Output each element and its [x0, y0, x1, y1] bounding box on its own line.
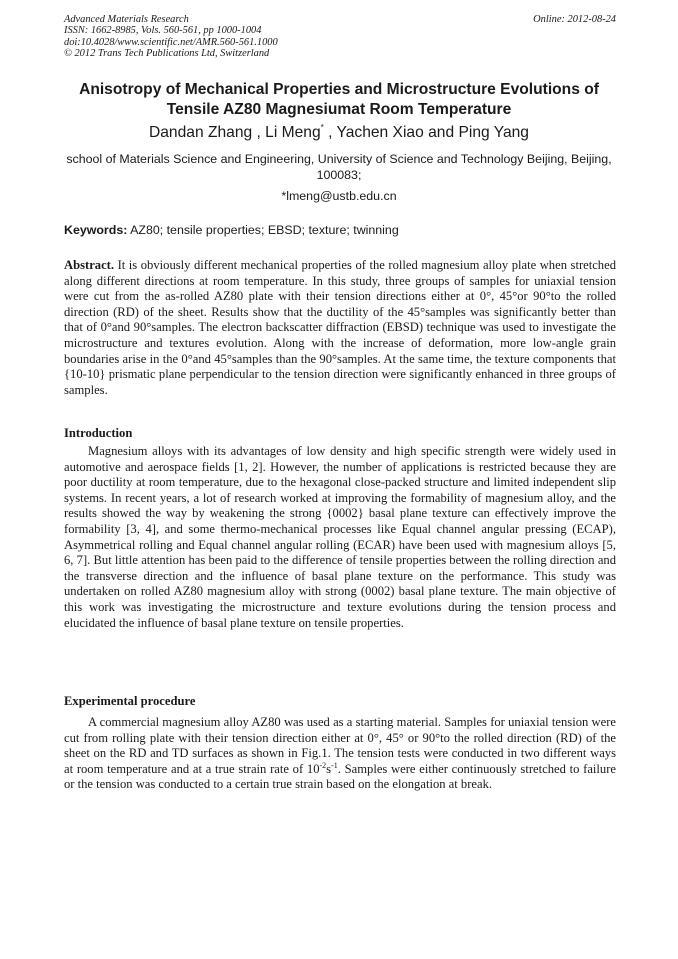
- experimental-text-2: s: [326, 761, 332, 776]
- corresponding-email: *lmeng@ustb.edu.cn: [281, 189, 397, 203]
- affiliation-line-1: school of Materials Science and Engineering, University of Science and Technology Beijing, Beijing,: [66, 152, 612, 166]
- title-line-2: Tensile AZ80 Magnesiumat Room Temperature: [166, 100, 512, 118]
- keywords-label: Keywords:: [64, 223, 128, 237]
- affiliation: [60, 151, 618, 183]
- introduction-heading: Introduction: [64, 426, 133, 440]
- affiliation-line-2: 100083;: [316, 168, 362, 182]
- abstract-label: Abstract.: [64, 258, 115, 272]
- online-date: Online: 2012-08-24: [533, 14, 616, 25]
- introduction-text: Magnesium alloys with its advantages of low density and high specific strength were widely used in automotive and aerospace fields [1, 2]. However, the number of applications is restricted because they are poor ductility at room temperature, due to the hexagonal close-packed structure and limited independent slip systems. In recent years, a lot of research worked at improving the formability of magnesium alloy, and the results showed the way by weakening the strong {0002} basal plane texture can effectively improve the formability [3, 4], and some thermo-mechanical processes like Equal channel angular pressing (ECAP), Asymmetrical rolling and Equal channel angular rolling (ECAR) have been used with magnesium alloys [5, 6, 7]. But little attention has been paid to the difference of tensile properties between the rolling direction and the transverse direction and the influence of basal plane texture on the performance. This study was undertaken on rolled AZ80 magnesium alloy with strong (0002) basal plane texture. The main objective of this work was investigating the microstructure and texture evolutions during the tension process and elucidated the influence of basal plane texture on tensile properties.: [64, 444, 616, 630]
- keywords: [64, 222, 616, 238]
- journal-doi: doi:10.4028/www.scientific.net/AMR.560-561.1000: [64, 36, 278, 48]
- keywords-text: AZ80; tensile properties; EBSD; texture; twinning: [127, 223, 399, 237]
- experimental-heading: Experimental procedure: [64, 694, 196, 708]
- experimental-text-1: A commercial magnesium alloy AZ80 was used as a starting material. Samples for uniaxial tension were cut from rolling plate with their tension direction either at 0°, 45° or 90°to the rolled direction (RD) of the sheet on the RD and TD surfaces as shown in Fig.1. The tension tests were conducted in two different ways at room temperature and at a true strain rate of 10: [64, 715, 616, 776]
- title-line-1: Anisotropy of Mechanical Properties and Microstructure Evolutions of: [79, 81, 599, 98]
- journal-issn: ISSN: 1662-8985, Vols. 560-561, pp 1000-1004: [64, 25, 262, 37]
- authors-part-2: , Yachen Xiao and Ping Yang: [323, 124, 529, 141]
- strain-rate-exponent-2: -1: [331, 760, 338, 770]
- abstract-text: It is obviously different mechanical properties of the rolled magnesium alloy plate when stretched along different directions at room temperature. In this study, three groups of samples for uniaxial tension were cut from the as-rolled AZ80 plate with their tension directions either at 0°, 45°or 90°to the rolled direction (RD) of the sheet. Results show that the ductility of the 45°samples was significantly better than that of 0°and 90°samples. The electron backscatter diffraction (EBSD) technique was used to investigate the microstructure and textures evolution. Along with the increase of deformation, more low-angle grain boundaries arise in the 0°and 45°samples than the 90°samples. At the same time, the texture components that {10-10} prismatic plane perpendicular to the tension direction were significantly enhanced in three groups of samples.: [64, 258, 616, 397]
- experimental-text: [64, 715, 616, 793]
- abstract: [64, 258, 616, 398]
- paper-title: [40, 80, 638, 119]
- strain-rate-exponent-1: -2: [319, 760, 327, 770]
- corresponding-author-mark: *: [320, 123, 324, 132]
- journal-name: Advanced Materials Research: [64, 14, 189, 25]
- journal-copyright: © 2012 Trans Tech Publications Ltd, Switzerland: [64, 47, 270, 59]
- experimental-text-3: . Samples were either continuously stretched to failure or the tension was conducted to a certain true strain based on the elongation at break.: [64, 761, 617, 792]
- author-list: [40, 123, 638, 143]
- authors-part-1: Dandan Zhang , Li Meng: [149, 124, 321, 141]
- journal-header: [64, 14, 616, 59]
